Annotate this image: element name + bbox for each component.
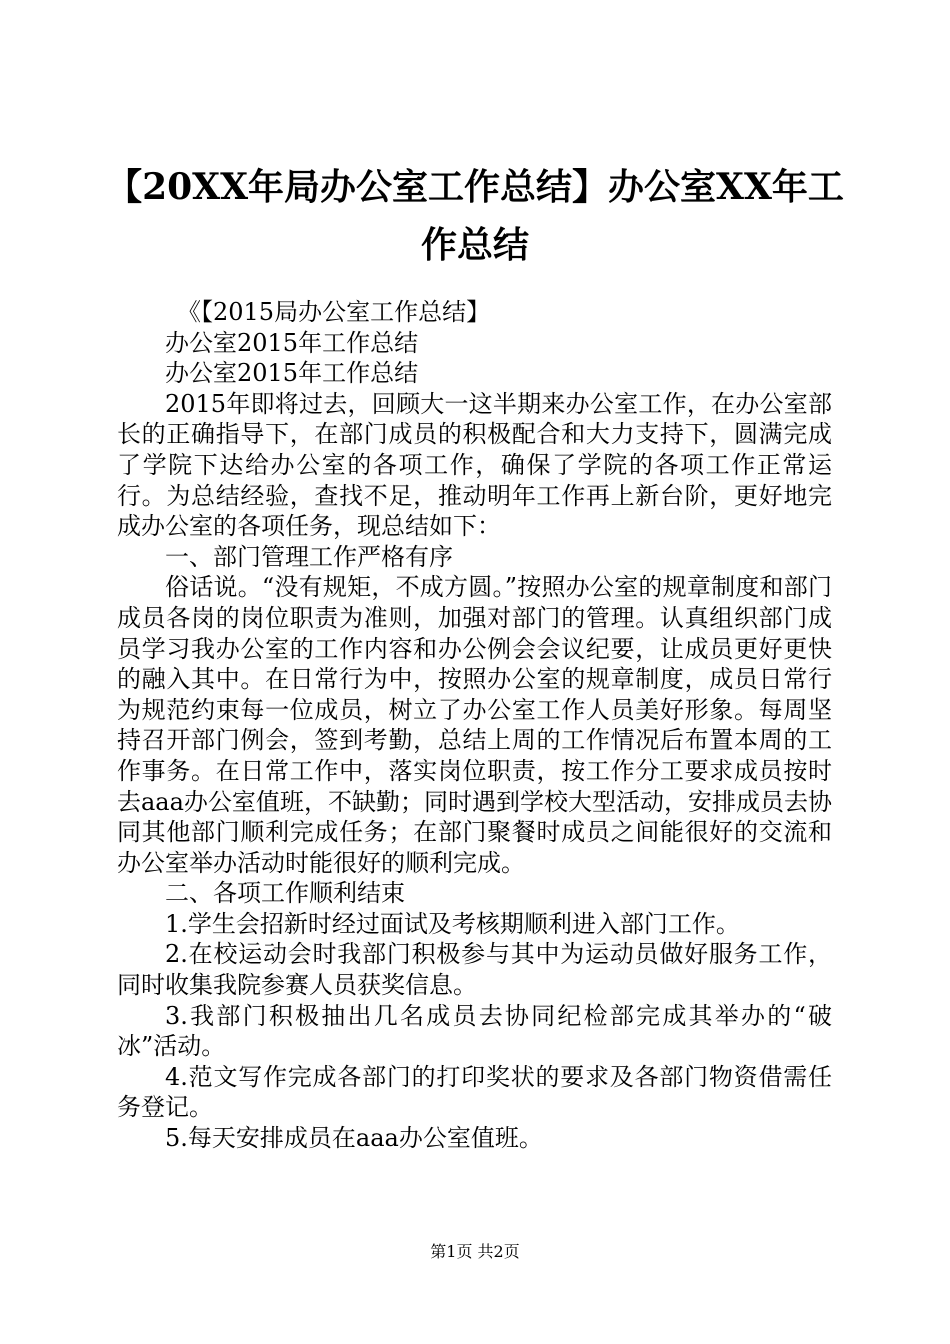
paragraph-subtitle-1: 办公室2015年工作总结 [165, 328, 419, 357]
paragraph-management: 俗话说。“没有规矩，不成方圆。”按照办公室的规章制度和部门成员各岗的岗位职责为准则，加强对部门的管理。认真组织部门成员学习我办公室的工作内容和办公例会会议纪要，让成员更好更快的融入其中。在日常行为中，按照办公室的规章制度，成员日常行为规范约束每一位成员，树立了办公室工作人员美好形象。每周坚持召开部门例会，签到考勤，总结上周的工作情况后布置本周的工作事务。在日常工作中，落实岗位职责，按工作分工要求成员按时去aaa办公室值班，不缺勤；同时遇到学校大型活动，安排成员去协同其他部门顺利完成任务；在部门聚餐时成员之间能很好的交流和办公室举办活动时能很好的顺利完成。 [117, 573, 832, 877]
document-body [117, 297, 832, 1154]
list-item-1: 1.学生会招新时经过面试及考核期顺利进入部门工作。 [165, 909, 740, 938]
document-title: 【20XX年局办公室工作总结】办公室XX年工作总结 [106, 166, 844, 266]
list-item-4: 4.范文写作完成各部门的打印奖状的要求及各部门物资借需任务登记。 [117, 1062, 832, 1122]
paragraph-intro: 2015年即将过去，回顾大一这半期来办公室工作，在办公室部长的正确指导下，在部门成员的积极配合和大力支持下，圆满完成了学院下达给办公室的各项工作，确保了学院的各项工作正常运行。为总结经验，查找不足，推动明年工作再上新台阶，更好地完成办公室的各项任务，现总结如下： [117, 389, 832, 541]
page-number: 第1页 [430, 1242, 473, 1261]
page-footer [0, 1240, 950, 1264]
section-heading-1: 一、部门管理工作严格有序 [165, 542, 453, 571]
list-item-2: 2.在校运动会时我部门积极参与其中为运动员做好服务工作，同时收集我院参赛人员获奖信息。 [117, 940, 832, 1000]
list-item-5: 5.每天安排成员在aaa办公室值班。 [165, 1124, 543, 1153]
section-heading-2: 二、各项工作顺利结束 [165, 879, 405, 908]
paragraph-subtitle-2: 办公室2015年工作总结 [165, 359, 419, 388]
list-item-3: 3.我部门积极抽出几名成员去协同纪检部完成其举办的“破冰”活动。 [117, 1001, 832, 1061]
page-total: 共2页 [477, 1242, 520, 1261]
paragraph-source-title: 《【2015局办公室工作总结】 [177, 298, 491, 326]
